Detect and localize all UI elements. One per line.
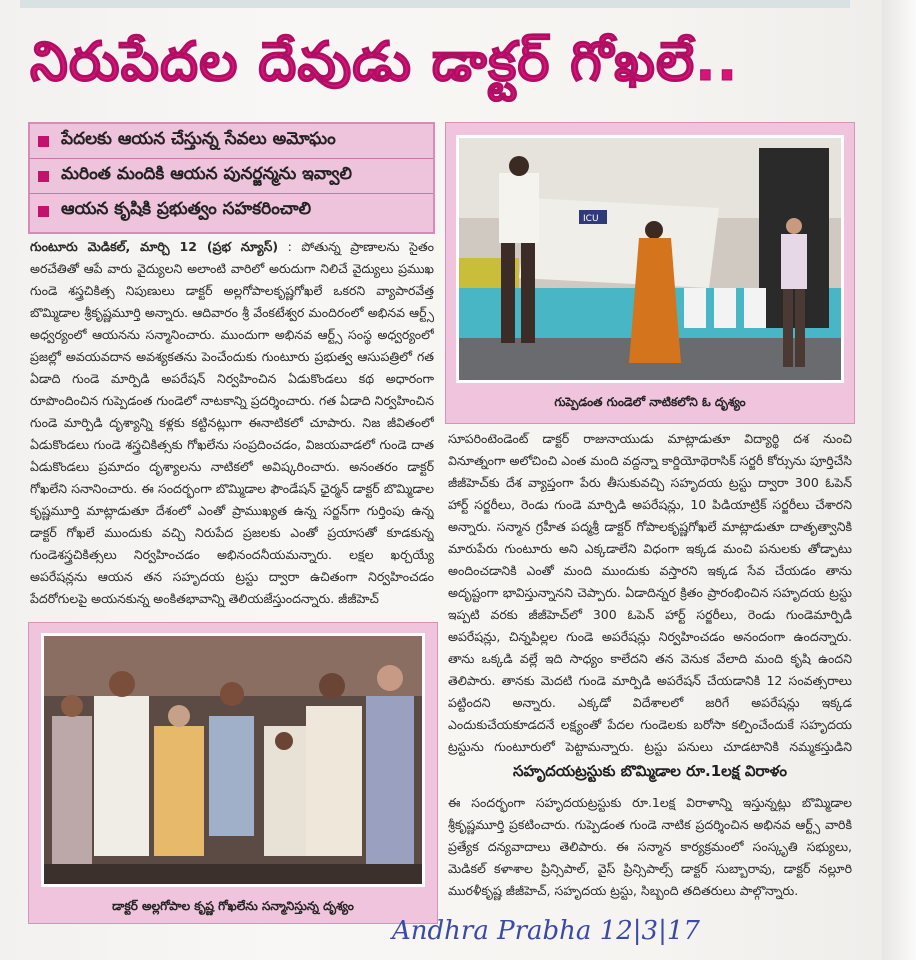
stage-play-photo <box>456 135 844 383</box>
top-photo-caption: గుప్పెడంత గుండెలో నాటికలోని ఓ దృశ్యం <box>554 395 746 409</box>
article-dateline: గుంటూరు మెడికల్, మార్చి 12 (ప్రభ న్యూస్) <box>30 239 279 254</box>
highlight-text: మరింత మందికి ఆయన పునర్జన్మను ఇవ్వాలి <box>61 164 352 184</box>
article-left-column <box>30 236 434 618</box>
bullet-square-icon <box>38 206 49 217</box>
felicitation-photo <box>41 633 425 887</box>
highlights-box <box>28 122 435 234</box>
bullet-square-icon <box>38 171 49 182</box>
highlight-item <box>30 124 433 159</box>
article-right-column-continued: ఈ సందర్భంగా సహృదయట్రస్టుకు రూ.1లక్ష విరాళాన్ని ఇస్తున్నట్లు బొమ్మిడాల శ్రీకృష్ణమూర్తి ప్రకటించారు. గుప్పెడంత గుండె నాటిక ప్రదర్శించిన అభినవ ఆర్ట్స్ వారికి ప్రత్యేక దన్యవాదాలు తెలిపారు. ఈ సన్మాన కార్యక్రమంలో సంస్కృతి సభ్యులు, మెడికల్ కళాశాల ప్రిన్సిపాల్, వైస్ ప్రిన్సిపాల్స్ డాక్టర్ సుబ్బారావు, డాక్టర్ నల్లూరి మురళీకృష్ణ జీజీహెచ్, సహృదయ ట్రస్టు, సిబ్బంది తదితరులు పాల్గొన్నారు. <box>448 795 852 898</box>
felicitation-scene-illustration <box>44 636 422 884</box>
handwritten-source-note: Andhra Prabha 12|3|17 <box>392 916 700 946</box>
highlight-item <box>30 159 433 194</box>
stage-scene-illustration <box>459 138 841 380</box>
icu-sign-text: ICU <box>583 214 599 224</box>
dateline-separator: : <box>287 239 302 254</box>
bottom-photo-panel <box>28 622 438 924</box>
highlight-item <box>30 194 433 228</box>
bullet-square-icon <box>38 136 49 147</box>
highlight-text: పేదలకు ఆయన చేస్తున్న సేవలు అమోఘం <box>61 129 336 149</box>
article-subhead: సహృదయట్రస్టుకు బొమ్మిడాల రూ.1లక్ష విరాళం <box>512 762 788 780</box>
headline: నిరుపేదల దేవుడు డాక్టర్ గోఖలే.. <box>30 30 739 93</box>
top-photo-panel <box>445 122 855 424</box>
article-left-text: పోతున్న ప్రాణాలను సైతం అరచేతితో ఆపే వారు వైద్యులని అలాంటి వారిలో అరుదుగా నిలిచే వైద్యులు ప్రముఖ గుండె శస్త్రచికిత్స నిపుణులు డాక్టర్ అల్లగోపాలకృష్ణగోఖలే ఒకరని వ్యాపారవేత్త బొమ్మిడాల శ్రీకృష్ణమూర్తి అన్నారు. ఆదివారం శ్రీ వేంకటేశ్వర మందిరంలో అభినవ ఆర్ట్స్ అధ్వర్యంలో ఆయనను సన్మానించారు. ముందుగా అభినవ ఆర్ట్స్ సంస్థ అధ్వర్యంలో ప్రజల్లో అవయవదాన అవశ్యకతను పెంచేందుకు గుంటూరు ప్రభుత్వ ఆసుపత్రిలో గత ఏడాది గుండె మార్పిడి అపరేషన్ నిర్వహించిన ఏడుకొండలు కథ అధారంగా రూపొందించిన గుప్పెడంత గుండెలో నాటకాన్ని ప్రదర్శించారు. గత ఏడాది నిర్వహించిన గుండె మార్పిడి దృశ్యాన్ని కళ్లకు కట్టినట్లుగా ఈనాటికలో చూపారు. నిజ జీవితంలో ఏడుకొండలు గుండె శస్త్రచికిత్సకు గోఖలేను సంప్రదించడం, విజయవాడలో గుండె దాత ఏడుకొండలు ప్రమాదం దృశ్యాలను నాటికలో అవిష్కరించారు. అనంతరం డాక్టర్ గోఖలేని సనానించారు. ఈ సందర్భంగా బొమ్మిడాల ఫౌండేషన్ ఛైర్మన్ డాక్టర్ బొమ్మిడాల కృష్ణమూర్తి మాట్లాడుతూ దేశంలో ఎంతో ప్రాముఖ్యత ఉన్న సర్జన్‌గా గుర్తింపు ఉన్న డాక్టర్ గోఖలే ముందుకు వచ్చి నిరుపేద ప్రజలకు ఎంతో ప్రయాసతో కూడకున్న గుండెశస్త్రచికిత్సలు నిర్వహించడం అభినందనీయమన్నారు. లక్షల ఖర్చయ్యే అపరేషన్లను ఆయన తన సహృదయ ట్రస్టు ద్వారా ఉచితంగా నిర్వహించడం పేదరోగులపై అయనకున్న అంకితభావాన్ని తెలియజేస్తుందన్నారు. జీజీహెచ్ <box>30 239 434 606</box>
bottom-photo-caption: డాక్టర్ అల్లగోపాల కృష్ణ గోఖలేను సన్మానిస్తున్న దృశ్యం <box>112 899 354 913</box>
highlight-text: ఆయన కృషికి ప్రభుత్వం సహకరించాలి <box>61 199 312 219</box>
article-right-column: సూపరింటెండెంట్ డాక్టర్ రాజునాయుడు మాట్లాడుతూ విద్యార్థి దశ నుంచి వినూత్నంగా అలోచించి ఎంత మంది వద్దన్నా కార్డియోథెరాసిక్ సర్జరీ కోర్సును పూర్తిచేసి జీజీహెచ్‌కు దేశ వ్యాప్తంగా పేరు తీసుకువచ్చి సహృదయ ట్రస్టు ద్వారా 300 ఓపెన్ హార్ట్ సర్జరీలు, రెండు గుండె మార్పిడి అపరేషన్లు, 10 పిడియాట్రిక్ సర్జరీలు చేశారని అన్నారు. సన్మాన గ్రహీత పద్మశ్రీ డాక్టర్ గోపాలకృష్ణగోఖలే మాట్లాడుతూ దాతృత్వానికి మారుపేరు గుంటూరు అని ఎక్కడాలేని విధంగా ఇక్కడ మంచి పనులకు తోడ్పాటు అందించడానికి ఎంతో మంది ముందుకు వస్తారని ఇక్కడ సేవ చేయడం తాను అదృష్టంగా భావిస్తున్నానని చెప్పారు. ఏడాదిన్నర క్రితం ప్రారంభించిన సహృదయ ట్రస్టు ఇప్పటి వరకు జీజీహెచ్‌లో 300 ఓపెన్ హార్ట్ సర్జరీలు, రెండు గుండెమార్పిడి అపరేషన్లు, చిన్నపిల్లల గుండె అపరేషన్లు నిర్వహించడం అనందంగా ఉందన్నారు. తాను ఒక్కడి వల్లే ఇది సాధ్యం కాలేదని తన వెనుక వేలాది మంది కృషి ఉందని తెలిపారు. తానకు మెదటి గుండె మార్పిడి అపరేషన్ చేయడానికి 12 సంవత్సరాలు పట్టిందని అన్నారు. ఎక్కడో విదేశాలలో జరిగే అపరేషన్లు ఇక్కడ ఎందుకుచేయకూడదనే లక్ష్యంతో పేదల గుండెలకు బరోసా కల్పించేందుకే సహృదయ ట్రస్టును గుంటూరులో పెట్టామన్నారు. ట్రస్టు పనులు చూడటానికి నమ్మకస్తుడిని <box>448 431 852 754</box>
top-strip <box>20 0 850 8</box>
page-edge <box>882 0 916 960</box>
